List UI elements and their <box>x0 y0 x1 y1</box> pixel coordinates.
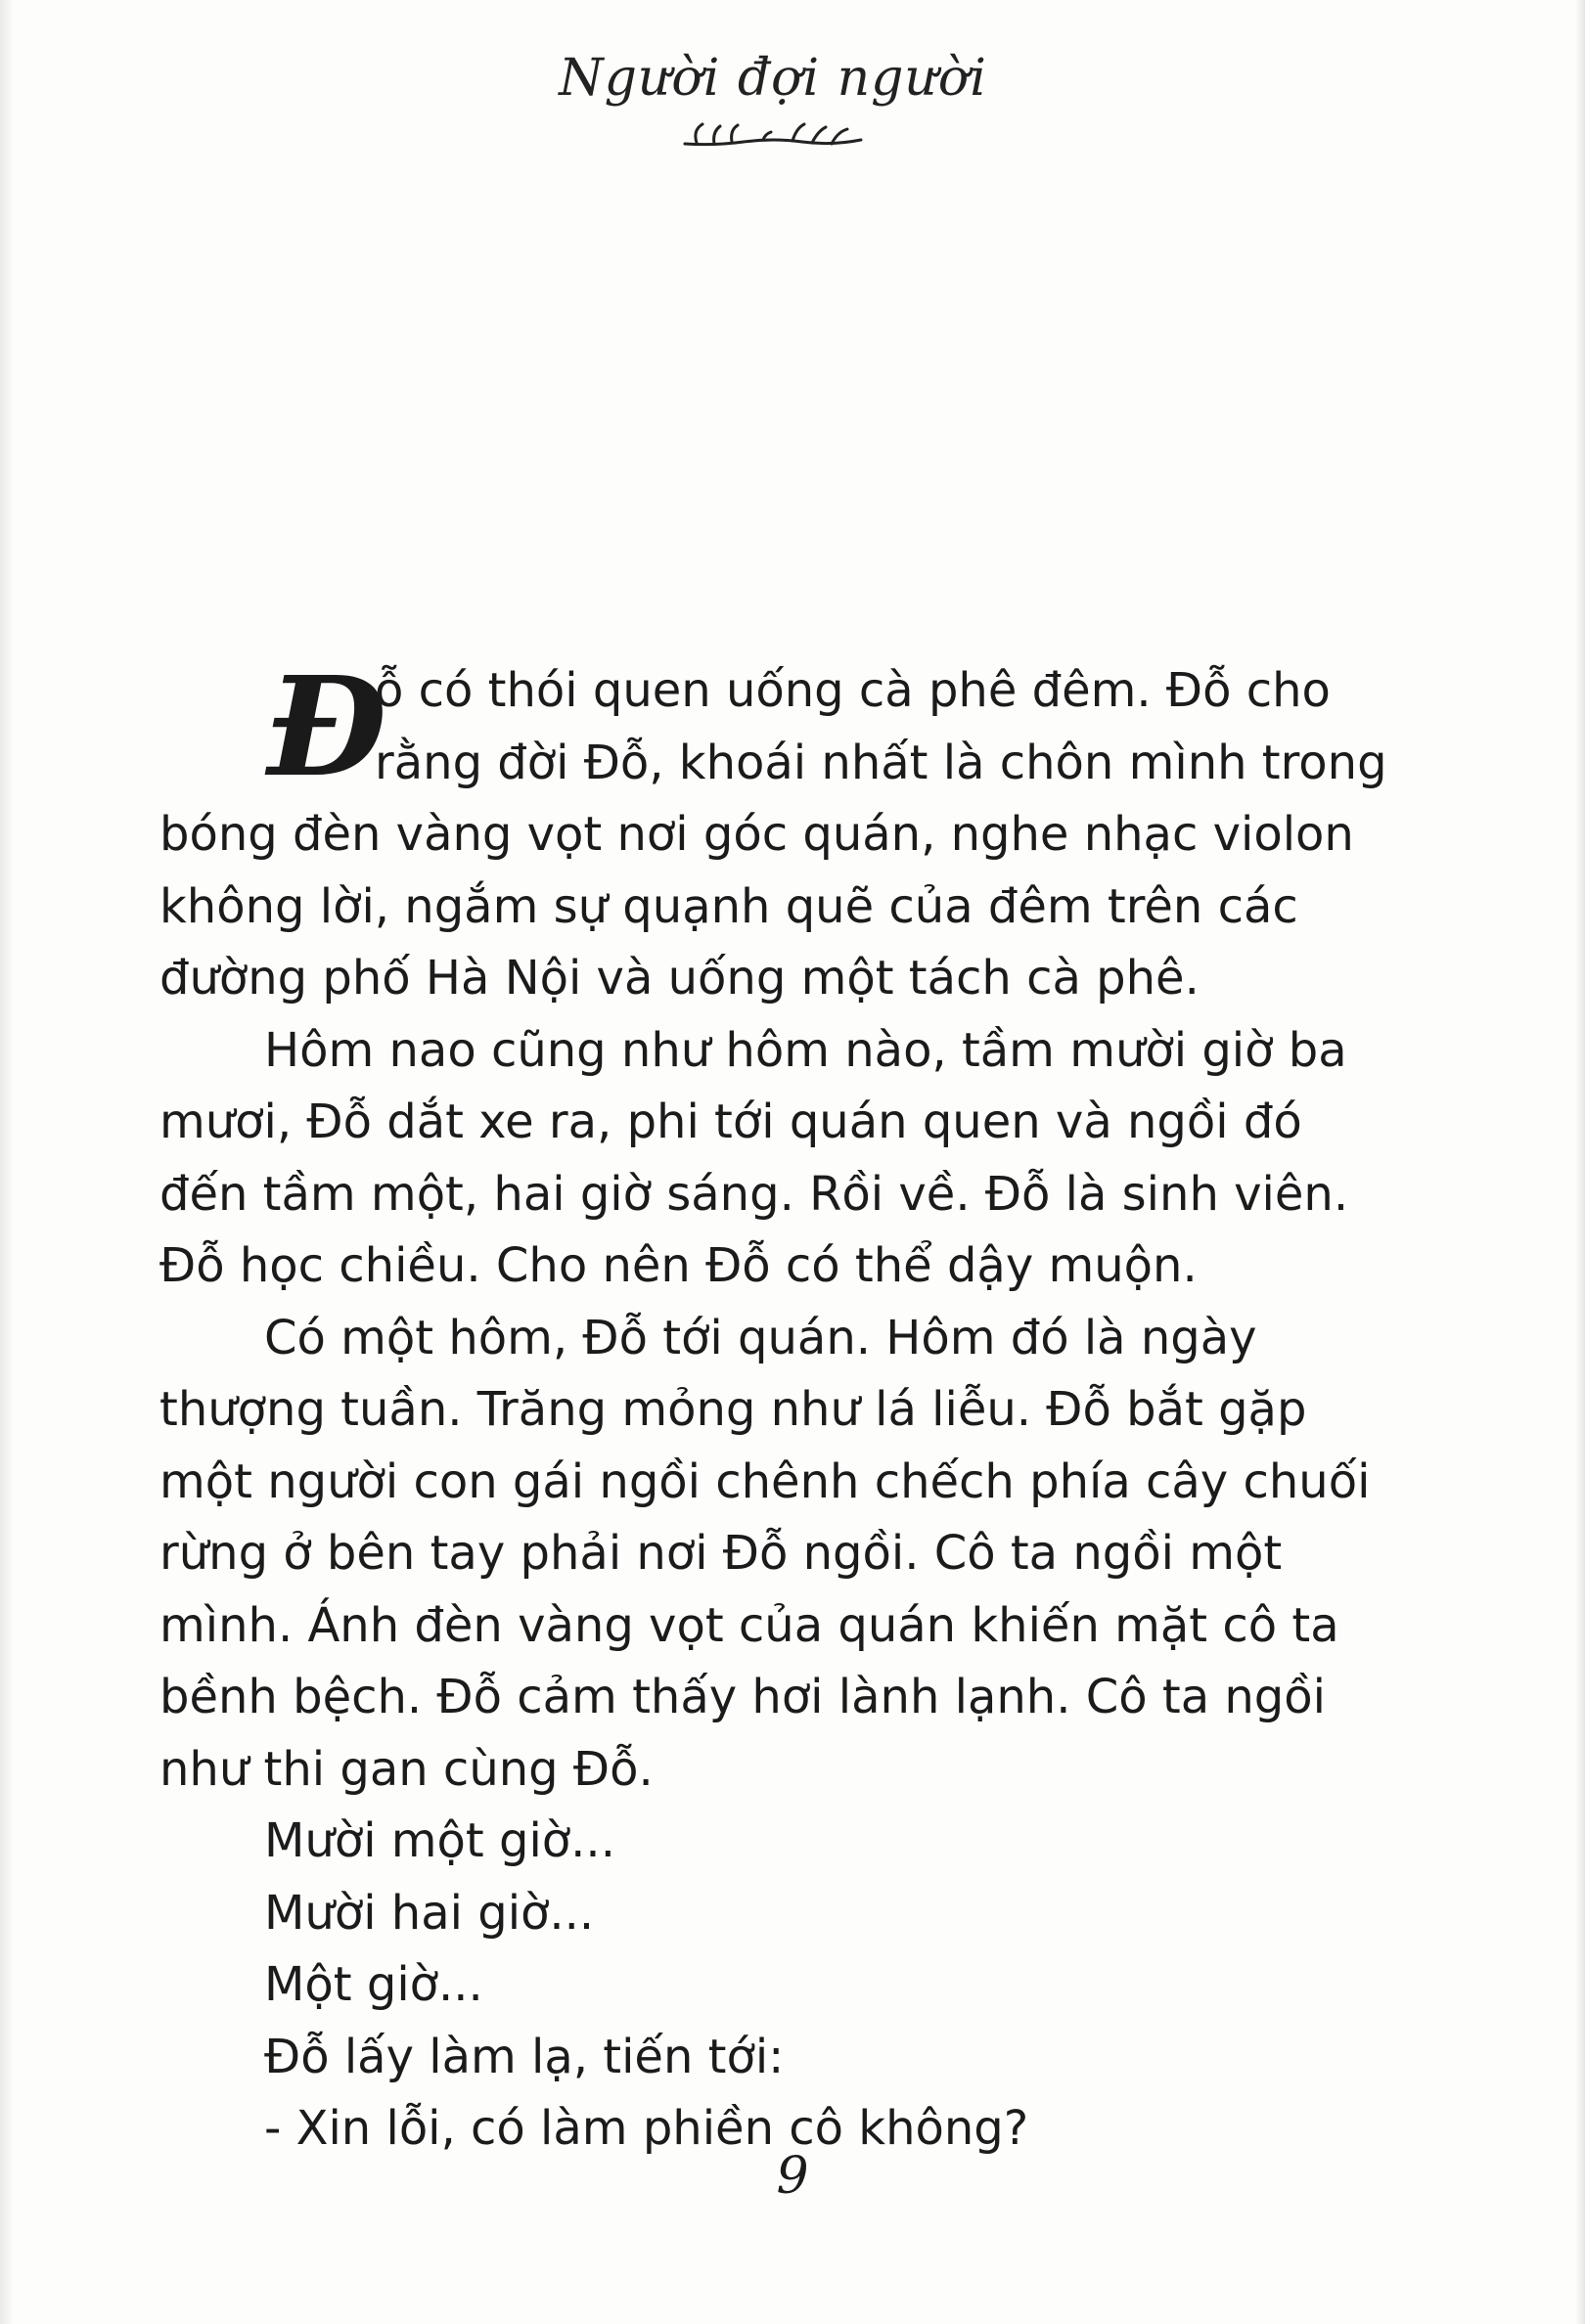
time-line-one: Một giờ... <box>264 1957 483 2012</box>
narration-line: Đỗ lấy làm lạ, tiến tới: <box>264 2029 785 2084</box>
scan-edge-left <box>0 0 14 2324</box>
time-line-eleven: Mười một giờ... <box>264 1813 615 1868</box>
paragraph-2: Hôm nao cũng như hôm nào, tầm mười giờ ba mươi, Đỗ dắt xe ra, phi tới quán quen và ngồi đó đến tầm một, hai giờ sáng. Rồi về. Đỗ là sinh viên. Đỗ học chiều. Cho nên Đỗ có thể dậy muộn. <box>159 1022 1349 1293</box>
paragraph-3: Có một hôm, Đỗ tới quán. Hôm đó là ngày thượng tuần. Trăng mỏng như lá liễu. Đỗ bắt gặp một người con gái ngồi chênh chếch phía cây chuối rừng ở bên tay phải nơi Đỗ ngồi. Cô ta ngồi một mình. Ánh đèn vàng vọt của quán khiến mặt cô ta bềnh bệch. Đỗ cảm thấy hơi lành lạnh. Cô ta ngồi như thi gan cùng Đỗ. <box>159 1310 1371 1797</box>
running-header <box>548 51 998 156</box>
leaf-vine-ornament-icon <box>675 116 871 156</box>
body-text <box>159 648 1392 2166</box>
paragraph-1 <box>159 648 1392 1015</box>
dialogue-line: - Xin lỗi, có làm phiền cô không? <box>264 2101 1029 2156</box>
scan-edge-right <box>1575 0 1585 2324</box>
drop-cap: Đ <box>267 648 387 808</box>
time-line-twelve: Mười hai giờ... <box>264 1885 595 1941</box>
paragraph-1-text: ỗ có thói quen uống cà phê đêm. Đỗ cho rằng đời Đỗ, khoái nhất là chôn mình trong bóng đèn vàng vọt nơi góc quán, nghe nhạc violon không lời, ngắm sự quạnh quẽ của đêm trên các đường phố Hà Nội và uống một tách cà phê. <box>159 663 1387 1006</box>
book-title: Người đợi người <box>559 49 987 108</box>
page-number: 9 <box>776 2147 809 2206</box>
